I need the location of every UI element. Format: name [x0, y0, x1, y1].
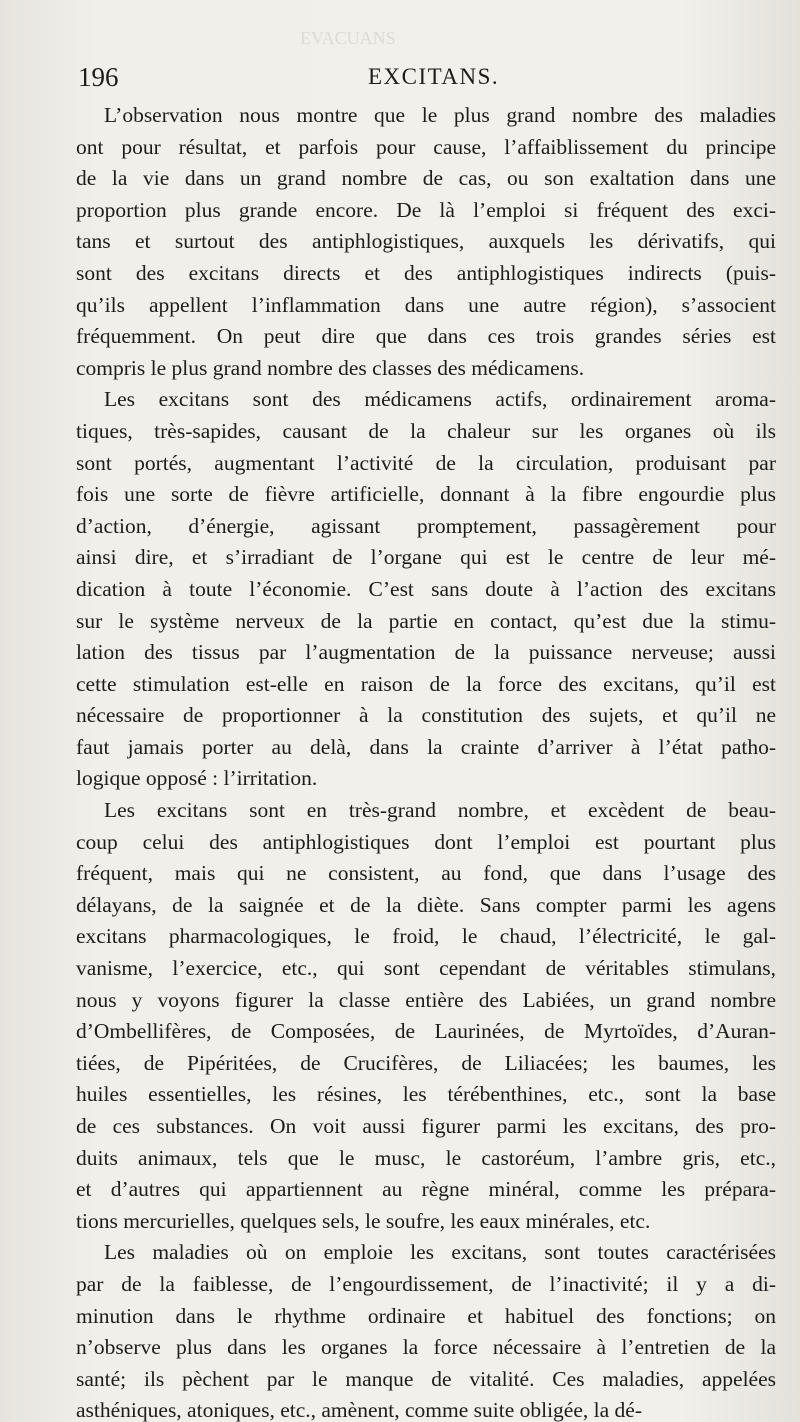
text-line: vanisme, l’exercice, etc., qui sont cependant de véritables stimulans, — [76, 956, 776, 981]
text-line: sont portés, augmentant l’activité de la circulation, produisant par — [76, 450, 776, 475]
text-line: sur le système nerveux de la partie en contact, qu’est due la stimu- — [76, 608, 776, 633]
text-line: ont pour résultat, et parfois pour cause, l’affaiblissement du principe — [76, 134, 776, 159]
text-line: qu’ils appellent l’inflammation dans une autre région), s’associent — [76, 292, 776, 317]
text-line: Les excitans sont en très-grand nombre, et excèdent de beau- — [104, 798, 776, 823]
text-line: nécessaire de proportionner à la constitution des sujets, et qu’il ne — [76, 703, 776, 728]
paragraph — [76, 795, 776, 1237]
text-line: proportion plus grande encore. De là l’emploi si fréquent des exci- — [76, 197, 776, 222]
text-line: huiles essentielles, les résines, les térébenthines, etc., sont la base — [76, 1082, 776, 1107]
text-line: délayans, de la saignée et de la diète. Sans compter parmi les agens — [76, 892, 776, 917]
text-line: faut jamais porter au delà, dans la crainte d’arriver à l’état patho- — [76, 734, 776, 759]
running-title: EXCITANS. — [368, 64, 500, 89]
text-line: fréquent, mais qui ne consistent, au fond, que dans l’usage des — [76, 861, 776, 886]
text-line: de la vie dans un grand nombre de cas, ou son exaltation dans une — [76, 166, 776, 191]
page-number: 196 — [78, 62, 119, 92]
text-line: n’observe plus dans les organes la force nécessaire à l’entretien de la — [76, 1335, 776, 1360]
text-line: Les excitans sont des médicamens actifs, ordinairement aroma- — [104, 387, 776, 412]
text-line: ainsi dire, et s’irradiant de l’organe qui est le centre de leur mé- — [76, 545, 776, 570]
text-line: fois une sorte de fièvre artificielle, donnant à la fibre engourdie plus — [76, 482, 776, 507]
text-line: par de la faiblesse, de l’engourdissement, de l’inactivité; il y a di- — [76, 1271, 776, 1296]
text-line: cette stimulation est-elle en raison de la force des excitans, qu’il est — [76, 671, 776, 696]
text-line: lation des tissus par l’augmentation de la puissance nerveuse; aussi — [76, 640, 776, 665]
text-line: fréquemment. On peut dire que dans ces trois grandes séries est — [76, 324, 776, 349]
text-line: tions mercurielles, quelques sels, le soufre, les eaux minérales, etc. — [76, 1208, 651, 1233]
text-line: Les maladies où on emploie les excitans, sont toutes caractérisées — [104, 1240, 776, 1265]
text-line: et d’autres qui appartiennent au règne minéral, comme les prépara- — [76, 1177, 776, 1202]
text-line: compris le plus grand nombre des classes des médicamens. — [76, 355, 585, 380]
text-line: excitans pharmacologiques, le froid, le chaud, l’électricité, le gal- — [76, 924, 776, 949]
paragraph — [76, 100, 776, 384]
paragraph — [76, 1237, 776, 1422]
text-line: sont des excitans directs et des antiphlogistiques indirects (puis- — [76, 260, 776, 285]
paragraph — [76, 384, 776, 795]
text-line: tiques, très-sapides, causant de la chaleur sur les organes où ils — [76, 418, 776, 443]
text-line: nous y voyons figurer la classe entière des Labiées, un grand nombre — [76, 987, 776, 1012]
page-header — [78, 60, 778, 100]
text-line: d’action, d’énergie, agissant promptement, passagèrement pour — [76, 513, 776, 538]
text-line: asthéniques, atoniques, etc., amènent, comme suite obligée, la dé- — [76, 1398, 642, 1422]
text-line: dication à toute l’économie. C’est sans doute à l’action des excitans — [76, 576, 776, 601]
text-line: d’Ombellifères, de Composées, de Laurinées, de Myrtoïdes, d’Auran- — [76, 1019, 776, 1044]
text-line: L’observation nous montre que le plus grand nombre des maladies — [104, 103, 776, 127]
body-text — [76, 100, 776, 1422]
text-line: duits animaux, tels que le musc, le castoréum, l’ambre gris, etc., — [76, 1145, 776, 1170]
text-line: santé; ils pèchent par le manque de vitalité. Ces maladies, appelées — [76, 1366, 776, 1391]
text-line: minution dans le rhythme ordinaire et habituel des fonctions; on — [76, 1303, 776, 1328]
text-line: logique opposé : l’irritation. — [76, 766, 318, 791]
text-line: coup celui des antiphlogistiques dont l’emploi est pourtant plus — [76, 829, 776, 854]
text-line: de ces substances. On voit aussi figurer parmi les excitans, des pro- — [76, 1114, 776, 1138]
show-through-mark: EVACUANS — [300, 28, 396, 48]
text-line: tans et surtout des antiphlogistiques, auxquels les dérivatifs, qui — [76, 229, 776, 254]
text-line: tiées, de Pipéritées, de Crucifères, de Liliacées; les baumes, les — [76, 1050, 776, 1075]
